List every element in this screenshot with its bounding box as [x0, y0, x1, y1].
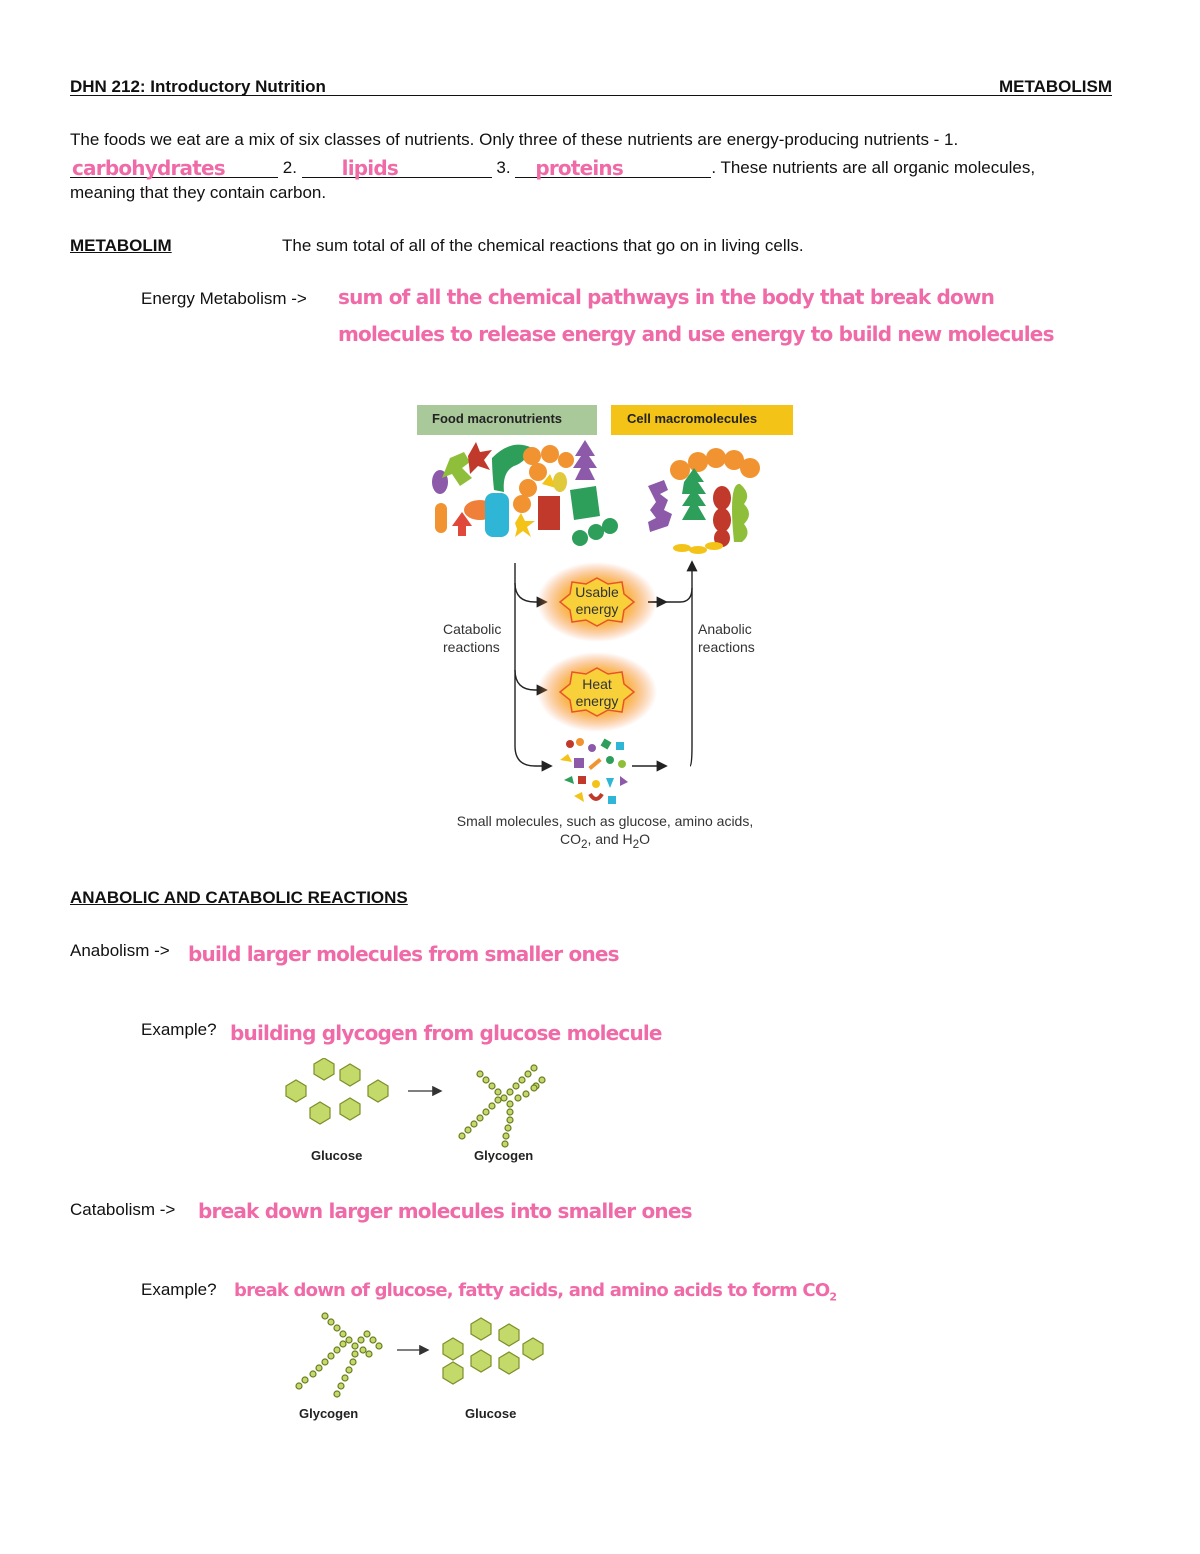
energy-metabolism-label: Energy Metabolism ->	[141, 289, 307, 308]
anabolism-answer: build larger molecules from smaller ones	[188, 942, 619, 966]
figure-caption	[430, 812, 780, 854]
glycogen-to-glucose-diagram	[285, 1310, 565, 1425]
answer-blank-3	[515, 157, 711, 178]
anabolic-word-2: reactions	[698, 639, 755, 655]
anabolic-word-1: Anabolic	[698, 621, 752, 637]
glycogen-chain-1	[459, 1065, 545, 1147]
catabolic-reactions-label	[443, 620, 501, 656]
example1-answer: building glycogen from glucose molecule	[230, 1021, 662, 1045]
header-rule	[70, 95, 1112, 96]
topic-title: METABOLISM	[998, 77, 1112, 96]
diagram2-right-label: Glucose	[465, 1406, 517, 1421]
cell-macromolecules-label: Cell macromolecules	[627, 411, 758, 426]
usable-energy-label	[572, 584, 622, 618]
anacat-heading: ANABOLIC AND CATABOLIC REACTIONS	[70, 888, 408, 907]
intro-line-2-tail: . These nutrients are all organic molecules,	[711, 158, 1036, 177]
intro-line-1: The foods we eat are a mix of six classes of nutrients. Only three of these nutrients are energy-producing nutrients - 1.	[70, 130, 959, 149]
answer-proteins: proteins	[535, 156, 623, 180]
anabolic-reactions-label	[698, 620, 755, 656]
answer-carbohydrates: carbohydrates	[72, 156, 225, 180]
intro-line-2	[70, 157, 1035, 178]
small-molecules	[560, 738, 628, 804]
heat-energy-word-2: energy	[575, 693, 619, 709]
metabolism-heading: METABOLIM	[70, 236, 172, 255]
label-2: 2.	[282, 158, 297, 177]
food-macronutrients-label: Food macronutrients	[432, 411, 563, 426]
answer-lipids: lipids	[341, 156, 398, 180]
energy-metabolism-answer-2: molecules to release energy and use energy to build new molecules	[338, 322, 1054, 346]
glycogen-chain-2	[296, 1313, 382, 1397]
diagram1-right-label: Glycogen	[474, 1148, 534, 1163]
anabolism-label: Anabolism ->	[70, 941, 170, 960]
course-title: DHN 212: Introductory Nutrition	[70, 77, 326, 96]
caption-line-2: $CO_2$, and $H_2O$	[560, 831, 650, 851]
label-3: 3.	[496, 158, 511, 177]
diagram1-left-label: Glucose	[311, 1148, 363, 1163]
catabolic-word-1: Catabolic	[443, 621, 502, 637]
catabolism-label: Catabolism ->	[70, 1200, 176, 1219]
usable-energy-word-2: energy	[575, 601, 619, 617]
catabolism-answer: break down larger molecules into smaller ones	[198, 1199, 692, 1223]
example2-answer	[234, 1279, 836, 1310]
metabolism-definition: The sum total of all of the chemical reactions that go on in living cells.	[282, 236, 804, 255]
usable-energy-word-1: Usable	[575, 584, 619, 600]
heat-energy-word-1: Heat	[582, 676, 612, 692]
caption-line-1: Small molecules, such as glucose, amino acids,	[456, 813, 754, 829]
example1-label: Example?	[141, 1020, 217, 1039]
answer-blank-1	[70, 157, 278, 178]
glucose-to-glycogen-diagram	[280, 1058, 570, 1168]
example2-answer-text: break down of glucose, fatty acids, and amino acids to form CO	[234, 1280, 830, 1301]
diagram2-left-label: Glycogen	[299, 1406, 359, 1421]
example2-answer-sub: 2	[829, 1290, 837, 1304]
cell-shapes	[648, 448, 760, 554]
energy-metabolism-answer-1: sum of all the chemical pathways in the body that break down	[338, 285, 995, 309]
heat-energy-label	[572, 676, 622, 710]
catabolic-word-2: reactions	[443, 639, 500, 655]
intro-line-3: meaning that they contain carbon.	[70, 183, 327, 202]
food-shapes	[432, 440, 618, 546]
answer-blank-2	[302, 157, 492, 178]
example2-label: Example?	[141, 1280, 217, 1299]
metabolism-figure	[410, 398, 800, 858]
